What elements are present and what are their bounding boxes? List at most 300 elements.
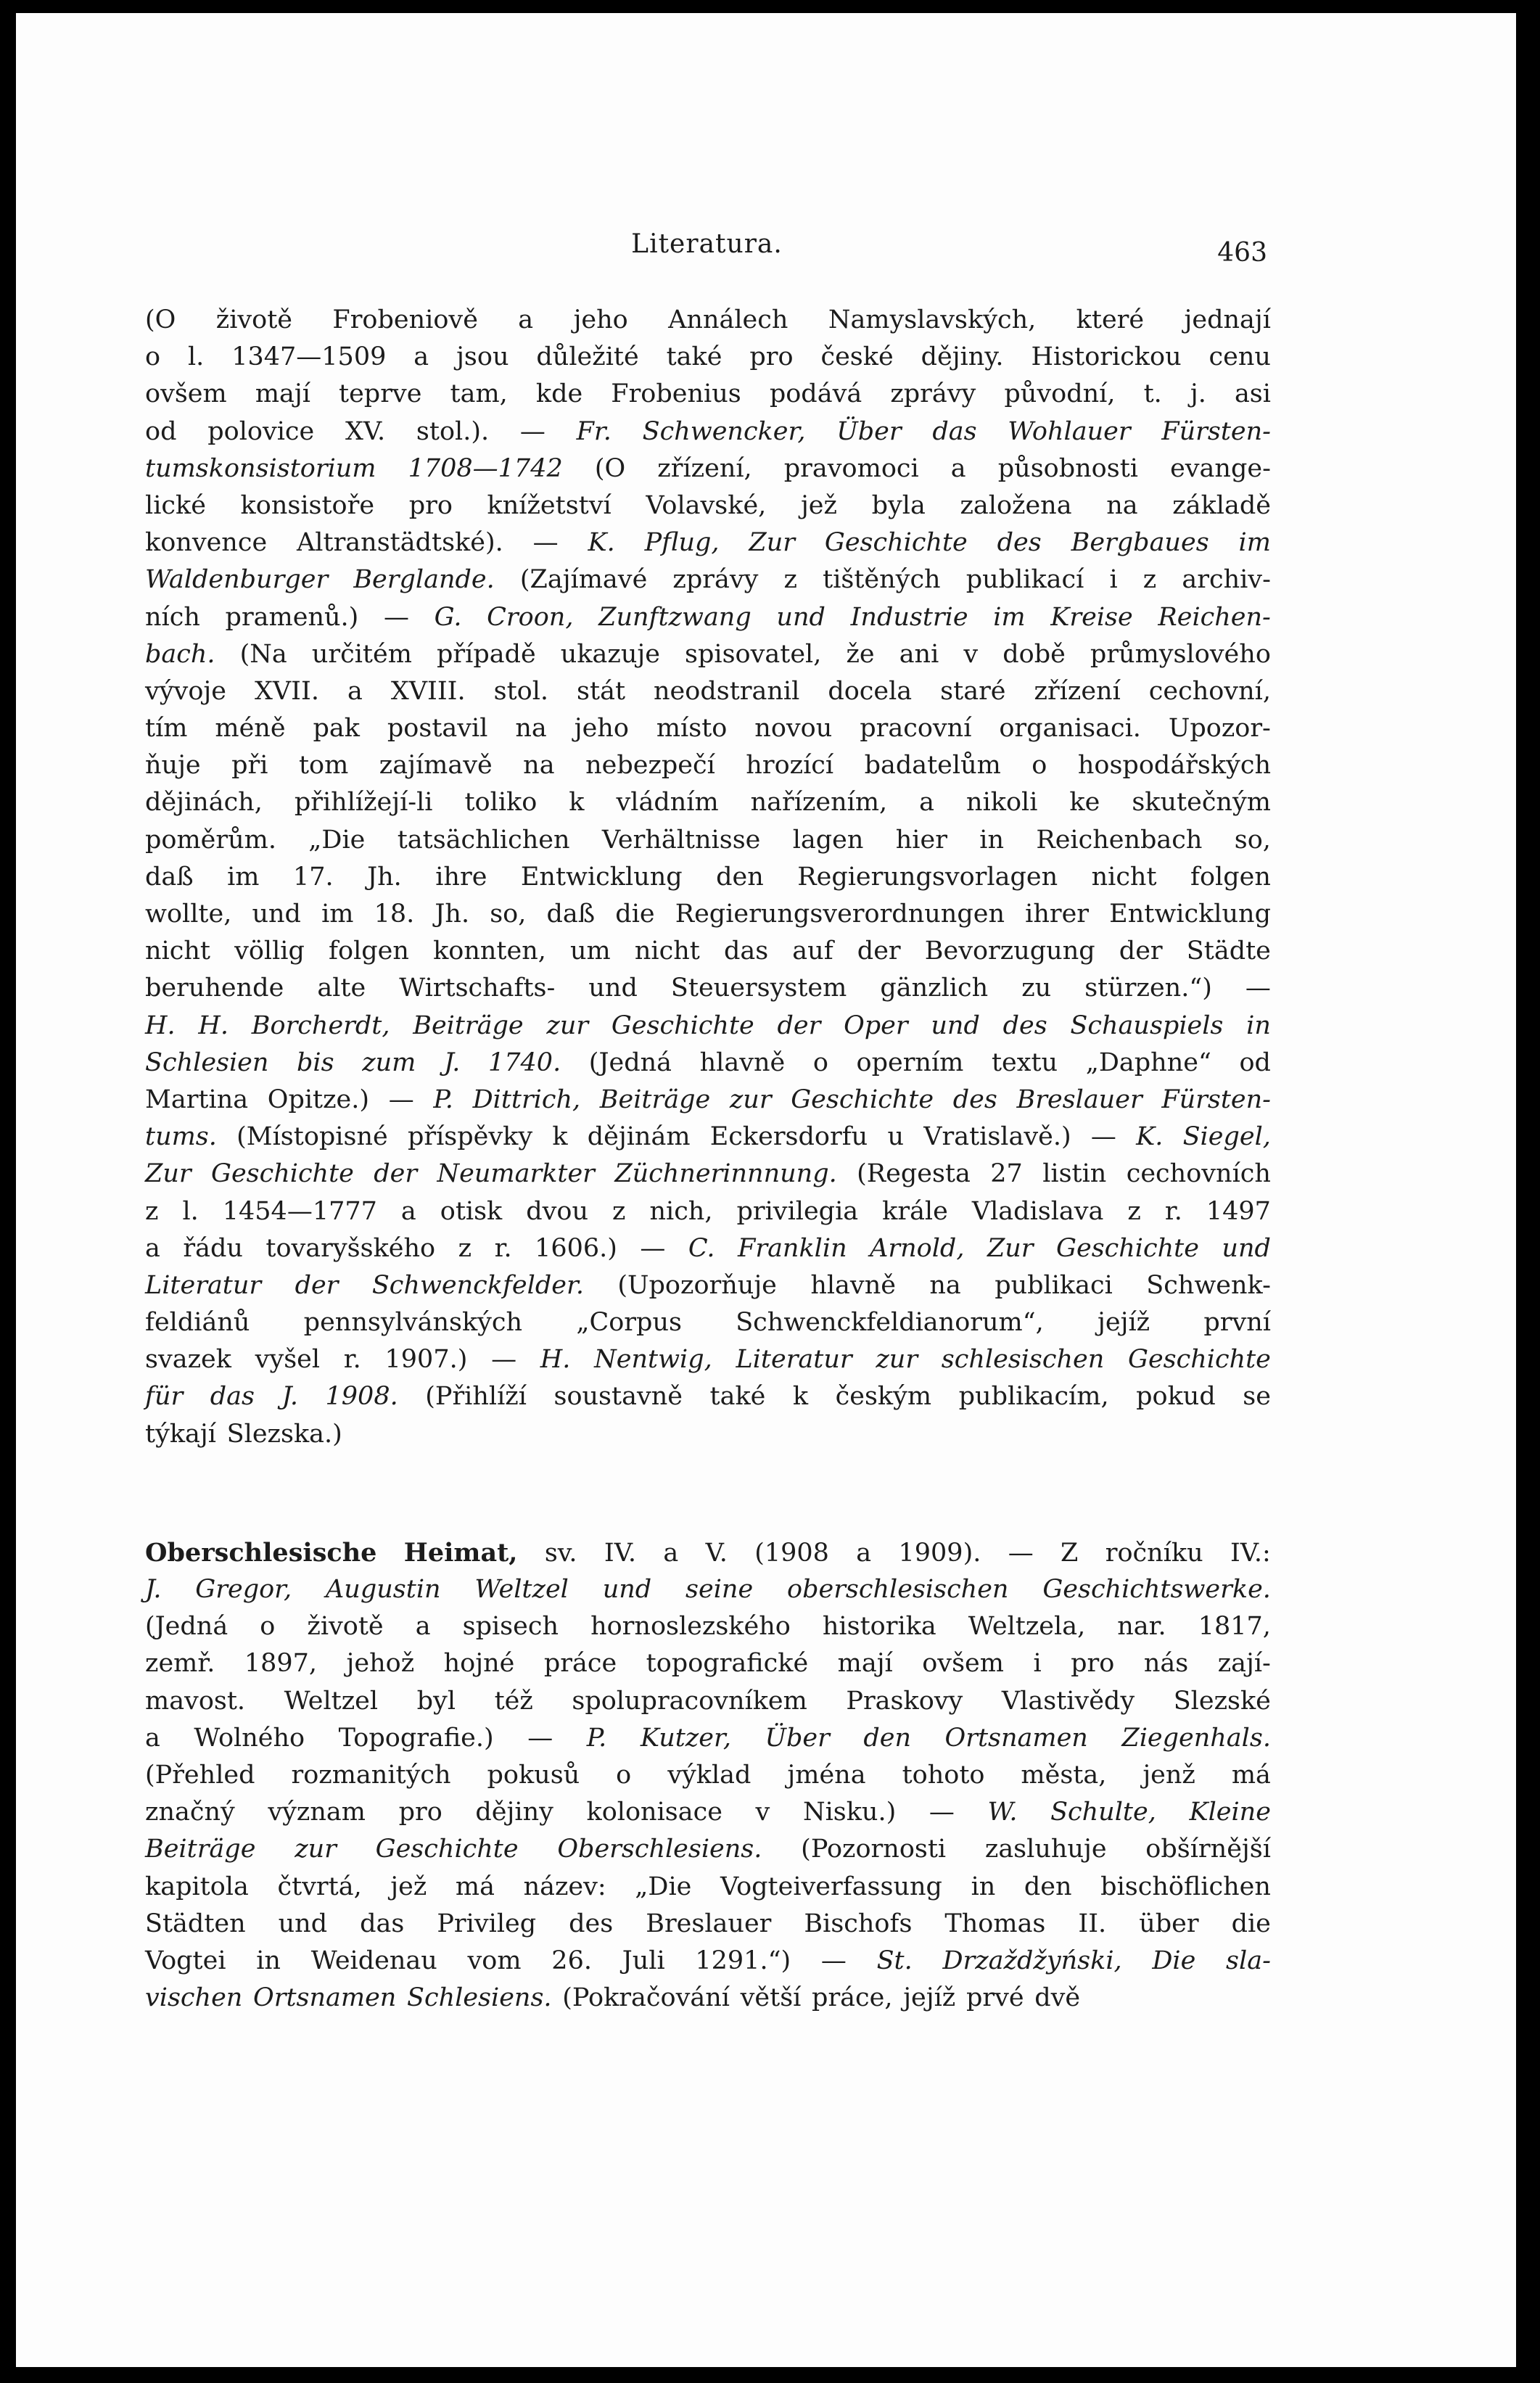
text-word: také: [666, 342, 722, 372]
citation-word: Fürsten-: [1161, 1085, 1271, 1114]
citation-word: Oberschlesiens.: [557, 1835, 762, 1864]
text-word: byl: [416, 1686, 456, 1716]
citation-word: Geschichte: [375, 1835, 519, 1864]
citation-word: St.: [876, 1946, 913, 1975]
citation-word: zur: [295, 1835, 337, 1864]
citation-word: zur: [876, 1345, 918, 1375]
citation-word: Beiträge: [413, 1011, 524, 1040]
text-word: Vogteiverfassung: [720, 1872, 942, 1901]
text-word: práce: [543, 1649, 617, 1679]
text-word: 1817,: [1198, 1612, 1271, 1642]
text-word: der: [857, 937, 901, 966]
text-word: týkají: [145, 1419, 216, 1449]
text-word: pak: [313, 714, 360, 744]
text-line: [145, 747, 1271, 784]
text-word: pennsylvánských: [303, 1308, 523, 1338]
citation-word: oberschlesischen: [787, 1575, 1009, 1604]
text-word: působnosti: [997, 453, 1138, 483]
text-word: jenž: [1142, 1760, 1195, 1790]
text-word: zprávy: [890, 379, 976, 409]
text-word: otisk: [440, 1196, 503, 1226]
text-line: [145, 1720, 1271, 1757]
text-word: a: [518, 305, 534, 334]
text-word: byla: [871, 490, 926, 520]
text-word: Privileg: [437, 1909, 537, 1938]
page-body: [145, 302, 1271, 2017]
text-word: lické: [145, 490, 206, 520]
text-word: „Die: [308, 825, 366, 855]
text-word: tištěných: [823, 565, 941, 595]
text-word: stürzen.“): [1084, 974, 1212, 1003]
text-word: větší: [740, 1983, 802, 2013]
text-word: tohoto: [902, 1760, 985, 1790]
text-word: (Jedná: [145, 1612, 228, 1642]
text-word: —: [640, 1233, 666, 1263]
text-line: [145, 1757, 1271, 1794]
text-word: a: [919, 788, 935, 818]
citation-word: Reichen-: [1158, 602, 1271, 632]
text-word: značný: [145, 1798, 235, 1827]
text-word: města,: [1021, 1760, 1107, 1790]
text-word: Namyslavských,: [828, 305, 1037, 334]
text-word: (Zajímavé: [519, 565, 648, 595]
text-word: ovšem: [145, 379, 227, 409]
text-word: toliko: [464, 788, 538, 818]
text-word: pro: [398, 1798, 442, 1827]
citation-word: und: [602, 1575, 652, 1604]
citation-word: den: [863, 1723, 912, 1753]
citation-word: Schlesiens.: [407, 1983, 552, 2013]
text-word: beruhende: [145, 974, 284, 1003]
text-word: in: [971, 1872, 996, 1901]
text-word: Reichenbach: [1036, 825, 1203, 855]
text-word: stol.).: [416, 416, 490, 446]
text-word: hrozící: [746, 751, 834, 781]
text-word: Weltzel: [284, 1686, 379, 1716]
citation-word: des: [952, 1085, 997, 1114]
citation-word: Literatur: [145, 1270, 262, 1300]
text-line: [145, 1571, 1271, 1608]
text-word: u: [887, 1122, 904, 1152]
text-word: řádu: [183, 1233, 243, 1263]
text-line: [145, 1980, 1271, 2017]
text-word: pramenů.): [225, 602, 359, 632]
text-word: Wirtschafts-: [399, 974, 556, 1003]
text-word: teprve: [339, 379, 422, 409]
text-line: [145, 376, 1271, 413]
text-word: Martina: [145, 1085, 249, 1114]
text-word: privilegia: [736, 1196, 859, 1226]
text-word: kolonisace: [586, 1798, 722, 1827]
text-word: kapitola: [145, 1872, 249, 1901]
text-word: die: [1231, 1909, 1271, 1938]
citation-word: Schlesien: [145, 1048, 269, 1077]
paragraph-bibliography-2: [145, 1534, 1271, 2017]
citation-word: sla-: [1226, 1946, 1271, 1975]
text-word: o: [1032, 751, 1047, 781]
text-word: t.: [1143, 379, 1162, 409]
text-word: j.: [1190, 379, 1206, 409]
text-word: (Přihlíží: [425, 1382, 527, 1412]
text-word: jež: [390, 1872, 427, 1901]
citation-word: Schulte,: [1050, 1798, 1156, 1827]
page-number: 463: [1217, 238, 1267, 268]
text-word: o: [812, 1048, 828, 1077]
text-word: 1907.): [384, 1345, 468, 1375]
text-word: konsistoře: [240, 490, 375, 520]
text-word: rozmanitých: [291, 1760, 451, 1790]
text-word: o: [145, 342, 161, 372]
text-word: Volavské,: [646, 490, 767, 520]
text-word: publikacím,: [958, 1382, 1109, 1412]
text-word: daß: [546, 900, 596, 929]
text-word: der: [1119, 937, 1163, 966]
text-word: hospodářských: [1077, 751, 1271, 781]
text-word: nebezpečí: [585, 751, 715, 781]
text-word: jež: [800, 490, 837, 520]
text-word: z: [612, 1196, 626, 1226]
citation-word: der: [777, 1011, 821, 1040]
text-word: Vogtei: [145, 1946, 226, 1975]
text-word: völlig: [234, 937, 305, 966]
text-word: dvou: [526, 1196, 589, 1226]
text-word: od: [145, 416, 177, 446]
text-word: skutečným: [1132, 788, 1271, 818]
text-word: význam: [268, 1798, 366, 1827]
citation-word: Geschichte: [1056, 1233, 1199, 1263]
text-word: české: [820, 342, 894, 372]
citation-word: Geschichte: [1128, 1345, 1271, 1375]
text-word: (Regesta: [857, 1159, 971, 1189]
text-word: und: [278, 1909, 328, 1938]
text-word: —: [388, 1085, 414, 1114]
citation-word: Geschichte: [824, 528, 968, 558]
text-word: spolupracovníkem: [572, 1686, 807, 1716]
citation-word: Pflug,: [644, 528, 720, 558]
text-word: ihrer: [1025, 900, 1090, 929]
text-line: [145, 450, 1271, 487]
citation-word: Geschichtswerke.: [1042, 1575, 1271, 1604]
running-title: Literatura.: [631, 229, 783, 259]
text-word: z: [1127, 1196, 1141, 1226]
text-word: 1497: [1206, 1196, 1271, 1226]
text-word: méně: [215, 714, 286, 744]
citation-word: schlesischen: [941, 1345, 1105, 1375]
text-line: [145, 1416, 1271, 1453]
text-word: pravomoci: [783, 453, 919, 483]
text-word: postavil: [387, 714, 488, 744]
citation-word: P.: [586, 1723, 607, 1753]
journal-title-word: Oberschlesische: [145, 1537, 377, 1568]
text-word: r.: [343, 1345, 361, 1375]
text-word: ních: [145, 602, 200, 632]
text-word: hornoslezského: [590, 1612, 791, 1642]
text-word: Entwicklung: [520, 862, 683, 892]
text-line: [145, 1341, 1271, 1378]
text-word: tam,: [450, 379, 508, 409]
page-header: [147, 223, 1267, 267]
citation-word: Literatur: [736, 1345, 852, 1375]
text-word: a: [950, 453, 966, 483]
text-word: historika: [822, 1612, 936, 1642]
text-word: přihlížejí-li: [294, 788, 433, 818]
text-word: cenu: [1208, 342, 1271, 372]
text-word: über: [1139, 1909, 1199, 1938]
text-word: nicht: [634, 937, 700, 966]
text-word: dvě: [1034, 1983, 1081, 2013]
citation-word: 1740.: [488, 1048, 561, 1077]
text-word: cechovních: [1126, 1159, 1271, 1189]
text-word: tovaryšského: [265, 1233, 436, 1263]
text-word: „Corpus: [576, 1308, 682, 1338]
citation-word: das: [932, 416, 977, 446]
text-word: nařízením,: [750, 788, 888, 818]
citation-word: Oper: [844, 1011, 908, 1040]
text-word: Historickou: [1031, 342, 1182, 372]
text-word: i: [1033, 1649, 1042, 1679]
text-word: obšírnější: [1145, 1835, 1271, 1864]
text-word: že: [846, 639, 875, 669]
text-word: 27: [990, 1159, 1023, 1189]
text-line: [145, 859, 1271, 896]
citation-word: Zur: [987, 1233, 1034, 1263]
text-word: Bevorzugung: [924, 937, 1095, 966]
citation-word: H.: [540, 1345, 571, 1375]
text-word: r.: [494, 1233, 512, 1263]
citation-word: Weltzel: [474, 1575, 569, 1604]
text-word: folgen: [1190, 862, 1271, 892]
text-word: při: [231, 751, 268, 781]
text-word: (O: [594, 453, 626, 483]
text-word: (Upozorňuje: [617, 1270, 777, 1300]
text-line: [145, 413, 1271, 450]
text-word: pokud: [1136, 1382, 1216, 1412]
text-word: a: [856, 1538, 872, 1568]
citation-word: Kutzer,: [640, 1723, 731, 1753]
citation-word: Bergbaues: [1071, 528, 1209, 558]
text-word: XV.: [345, 416, 386, 446]
text-word: cechovní,: [1148, 676, 1271, 706]
citation-word: im: [1238, 528, 1271, 558]
text-word: dějinám: [587, 1122, 691, 1152]
text-word: den: [1024, 1872, 1072, 1901]
citation-word: zur: [546, 1011, 589, 1040]
text-line: [145, 896, 1271, 933]
text-word: tatsächlichen: [397, 825, 570, 855]
text-word: stol.: [493, 676, 549, 706]
text-word: případě: [436, 639, 536, 669]
text-word: první: [1203, 1308, 1271, 1338]
citation-word: zum: [362, 1048, 416, 1077]
text-word: životě: [307, 1612, 384, 1642]
text-word: jednají: [1184, 305, 1271, 334]
text-word: od: [1239, 1048, 1271, 1077]
text-word: —: [820, 1946, 847, 1975]
text-word: II.: [1078, 1909, 1107, 1938]
text-word: a: [400, 1196, 416, 1226]
citation-word: zur: [729, 1085, 772, 1114]
text-word: „Die: [635, 1872, 692, 1901]
text-word: důležité: [536, 342, 639, 372]
text-word: z: [458, 1233, 472, 1263]
text-line: [145, 1906, 1271, 1943]
text-line: [145, 524, 1271, 561]
text-word: jeho: [573, 305, 628, 334]
citation-word: K.: [1136, 1122, 1164, 1152]
text-word: Altranstädtské).: [297, 528, 503, 558]
text-word: evange-: [1170, 453, 1271, 483]
text-word: —: [1245, 974, 1271, 1003]
text-word: čtvrtá,: [277, 1872, 362, 1901]
citation-word: H.: [198, 1011, 229, 1040]
text-word: hier: [895, 825, 947, 855]
citation-word: Fr.: [576, 416, 612, 446]
text-word: jejíž: [1098, 1308, 1150, 1338]
text-word: so,: [1234, 825, 1271, 855]
text-word: a: [413, 342, 429, 372]
citation-word: Zur: [749, 528, 796, 558]
citation-word: K.: [588, 528, 615, 558]
text-word: pro: [1071, 1649, 1115, 1679]
citation-word: Berglande.: [353, 565, 495, 595]
citation-word: 1708—1742: [408, 453, 563, 483]
citation-word: P.: [433, 1085, 453, 1114]
text-word: Wolného: [194, 1723, 305, 1753]
text-word: (1908: [754, 1538, 829, 1568]
text-word: a: [663, 1538, 679, 1568]
text-word: ke: [1069, 788, 1100, 818]
text-line: [145, 673, 1271, 710]
text-line: [145, 1869, 1271, 1906]
text-word: operním: [856, 1048, 964, 1077]
text-word: Regierungsvorlagen: [797, 862, 1058, 892]
text-word: zají-: [1217, 1649, 1271, 1679]
text-word: nás: [1143, 1649, 1189, 1679]
text-word: Steuersystem: [670, 974, 847, 1003]
citation-word: Züchnerinnnung.: [614, 1159, 837, 1189]
text-word: vývoje: [145, 676, 226, 706]
text-word: práce,: [812, 1983, 893, 2013]
text-word: ročníku: [1105, 1538, 1203, 1568]
text-word: ovšem: [922, 1649, 1004, 1679]
text-word: feldiánů: [145, 1308, 250, 1338]
text-word: vládním: [616, 788, 719, 818]
citation-word: Zunftzwang: [598, 602, 752, 632]
text-word: 1606.): [535, 1233, 617, 1263]
citation-word: Kleine: [1189, 1798, 1271, 1827]
text-word: Städte: [1186, 937, 1271, 966]
text-word: určitém: [311, 639, 412, 669]
text-word: pracovní: [860, 714, 972, 744]
text-word: konnten,: [433, 937, 546, 966]
text-word: Upozor-: [1168, 714, 1271, 744]
citation-word: Gregor,: [195, 1575, 292, 1604]
citation-word: des: [1002, 1011, 1047, 1040]
text-word: 1291.“): [695, 1946, 791, 1975]
text-word: na: [1106, 490, 1138, 520]
text-word: Thomas: [944, 1909, 1046, 1938]
text-word: und: [588, 974, 638, 1003]
text-word: und: [252, 900, 301, 929]
citation-word: Die: [1152, 1946, 1196, 1975]
text-word: hlavně: [810, 1270, 896, 1300]
text-word: Eckersdorfu: [709, 1122, 868, 1152]
text-word: staré: [940, 676, 1006, 706]
text-word: Slezské: [1173, 1686, 1271, 1716]
citation-word: Drzaždžyński,: [942, 1946, 1122, 1975]
citation-word: Waldenburger: [145, 565, 329, 595]
text-word: „Daphne“: [1085, 1048, 1211, 1077]
text-word: —: [491, 1345, 517, 1375]
text-word: mají: [255, 379, 310, 409]
text-word: zemř.: [145, 1649, 215, 1679]
text-line: [145, 784, 1271, 821]
text-word: hlavně: [699, 1048, 786, 1077]
text-word: organisaci.: [999, 714, 1141, 744]
citation-word: H.: [145, 1011, 176, 1040]
text-word: V.: [705, 1538, 728, 1568]
citation-word: bach.: [145, 639, 215, 669]
text-word: stát: [577, 676, 626, 706]
text-word: die: [615, 900, 655, 929]
citation-word: und: [776, 602, 825, 632]
text-line: [145, 1378, 1271, 1415]
text-word: Annálech: [668, 305, 788, 334]
citation-word: für: [145, 1382, 184, 1412]
text-word: —: [383, 602, 409, 632]
citation-word: Wohlauer: [1008, 416, 1131, 446]
text-word: hojné: [443, 1649, 515, 1679]
text-word: též: [494, 1686, 533, 1716]
text-line: [145, 1943, 1271, 1980]
text-line: [145, 339, 1271, 376]
text-word: době: [1002, 639, 1066, 669]
text-word: 1347—1509: [231, 342, 387, 372]
text-word: z: [783, 565, 797, 595]
text-word: také: [709, 1382, 766, 1412]
text-word: spisovatel,: [685, 639, 822, 669]
text-word: ňuje: [145, 751, 201, 781]
text-word: den: [716, 862, 764, 892]
text-line: [145, 1608, 1271, 1645]
text-word: r.: [1164, 1196, 1182, 1226]
text-word: vyšel: [255, 1345, 321, 1375]
text-word: sv.: [544, 1538, 577, 1568]
text-word: vom: [467, 1946, 522, 1975]
text-word: IV.:: [1230, 1538, 1271, 1568]
text-word: novou: [754, 714, 833, 744]
text-word: Juli: [622, 1946, 665, 1975]
text-word: im: [321, 900, 354, 929]
text-word: z: [145, 1196, 159, 1226]
citation-word: vischen: [145, 1983, 243, 2013]
text-word: nicht: [145, 937, 210, 966]
text-word: jeho: [574, 714, 629, 744]
text-word: dějiny.: [921, 342, 1004, 372]
citation-word: Über: [836, 416, 902, 446]
text-word: Vladislava: [971, 1196, 1104, 1226]
text-word: Jh.: [367, 862, 402, 892]
citation-word: das: [210, 1382, 255, 1412]
text-word: krále: [882, 1196, 948, 1226]
text-word: v: [963, 639, 979, 669]
citation-word: Industrie: [850, 602, 968, 632]
text-word: příspěvky: [407, 1122, 533, 1152]
text-line: [145, 710, 1271, 747]
text-word: na: [523, 751, 555, 781]
text-line: [145, 1831, 1271, 1868]
text-word: neodstranil: [654, 676, 800, 706]
